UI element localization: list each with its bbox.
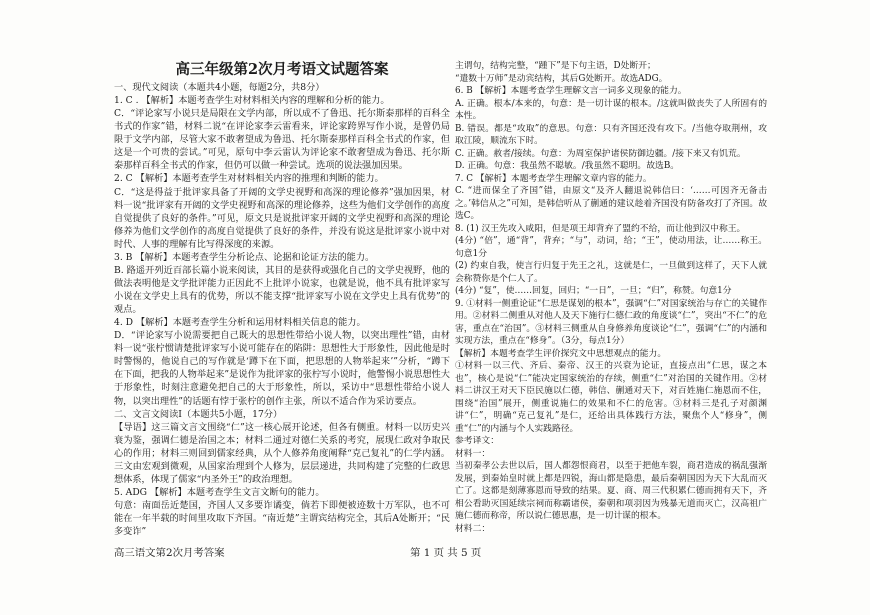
left-paragraph: 4. D 【解析】本题考查学生分析和运用材料相关信息的能力。 bbox=[114, 317, 366, 329]
left-paragraph: 2. C 【解析】本题考查学生对材料相关内容的推理和判断的能力。 bbox=[114, 173, 384, 185]
right-paragraph: (4分) “复”，使……回复，回归；“一日”，一旦；“归”，称赞。句意1分 bbox=[455, 286, 732, 296]
left-paragraph: 5. ADG 【解析】本题考查学生文言文断句的能力。 bbox=[114, 486, 325, 498]
left-paragraph: B. 路遥开列近百部长篇小说来阅读，其目的是获得或强化自己的文学史视野，他的做法表明他是文学批评能力正因此不上批评小说家，也就是说，他不具有批评家写小说在文学史上具有的优势，所以不能支撑“批评家写小说在文学史上具有优势”的观点。 bbox=[114, 264, 450, 316]
right-paragraph: ①材料一以三代、齐后、秦帝、汉王的兴衰为论证，直接点出“仁思，谋之本也”，核心是说“仁”能决定国家统治的存续，侧重“仁”对治国的关键作用。②材料二讲汉王对天下臣民施以仁德，韩信、蒯通对天下，对百姓施仁施恩而不住，围绕“治国”展开，侧重说施仁的效果和不仁的危害。③材料三是孔子对颜渊讲“仁”，明确“克己复礼”是仁，还给出具体践行方法，聚焦个人“修身”，侧重“仁”的内涵与个人实践路径。 bbox=[455, 361, 767, 434]
right-paragraph: 主谓句，结构完整，“踵下”是下句主语，D处断开； bbox=[455, 61, 656, 71]
page-number: 第 1 页 共 5 页 bbox=[410, 547, 482, 559]
right-paragraph: 9. ①材料一侧重论证“仁思是谋划的根本”，强调“仁”对国家统治与存亡的关键作用。②材料二侧重从对他人及天下施行仁德仁政的角度谈“仁”，突出“不仁”的危害，重点在“治国”。③材料三侧重从自身修养角度谈论“仁”，强调“仁”的内涵和实现方法，重点在“修身”。（3分，每点1分） bbox=[455, 298, 767, 346]
right-paragraph: (4分) “倍”，通“背”，背弃；“与”，动词，给；“王”，使动用法，让……称王。句意1分 bbox=[455, 236, 767, 259]
right-paragraph: 8. (1) 汉王先攻入咸阳，但是项王却背弃了盟约不给，而让他到汉中称王。 bbox=[455, 223, 746, 234]
right-paragraph: 材料二： bbox=[455, 523, 491, 534]
right-paragraph: C. “进而保全了齐国”错，由原文“及齐人翻退说韩信曰：‘……可因齐无备击之。’韩信从之”可知，是韩信听从了蒯通的建议趁着齐国没有防备攻打了齐国。故选C。 bbox=[455, 186, 767, 221]
left-paragraph: 二、文言文阅读Ⅰ（本题共5小题，17分） bbox=[114, 408, 283, 420]
left-paragraph: 【导语】这三篇文言文围绕“仁”这一核心展开论述，但各有侧重。材料一以历史兴衰为鉴，强调仁德是治国之本；材料二通过对德仁关系的考究，展现仁政对争取民心的作用；材料三则回到儒家经典，从个人修养角度阐释“克己复礼”的仁学内涵。三文由宏观到微观，从国家治理到个人修为，层层递进，共同构建了完整的仁政思想体系，体现了儒家“内圣外王”的政治理想。 bbox=[114, 421, 450, 485]
right-paragraph: 7. C 【解析】本题考查学生理解文章内容的能力。 bbox=[455, 173, 652, 184]
footer-left: 高三语文第2次月考答案 bbox=[114, 547, 225, 559]
left-paragraph: 句意：南面岳近楚国，齐国人又多要诈谲变，倘若下即便被迹数十万军队，也不可能在一年半载的时间里攻取下齐国。“南近楚”主谓宾结构完全，其后A处断开；“民多变诈” bbox=[114, 500, 450, 538]
right-paragraph: A. 正确。根本/本来的，句意：是一切计谋的根本。/这就叫做丧失了人所固有的本性。 bbox=[455, 98, 767, 121]
document-title: 高三年级第2次月考语文试题答案 bbox=[175, 61, 389, 78]
right-paragraph: D. 正确。句意：我虽然不聪敏。/我虽然不聪明。故选B。 bbox=[455, 161, 680, 171]
right-paragraph: 当初秦孝公去世以后，国人都怨恨商君，以至于把他车裂，商君造成的祸乱强渐发展，到秦始皇时就上都是四锐，海山都是隐患，最后秦朝国因为天下大乱而灭亡了。这都是刻薄寡恩而导致的结果。夏、商、周三代积累仁德而拥有天下，齐相公看助灭国延续宗祠而称霸诸侯，秦朝和项羽因为残暴无道而灭亡，汉高祖广施仁德而称帝，所以说仁德思惠，是一切计谋的根本。 bbox=[455, 461, 767, 521]
right-paragraph: 6. B 【解析】本题考查学生理解文言一词多义现象的能力。 bbox=[455, 86, 687, 96]
right-paragraph: 材料一： bbox=[455, 448, 491, 459]
right-paragraph: 参考译文： bbox=[455, 436, 499, 446]
left-paragraph: 3. B 【解析】本题考查学生分析论点、论据和论证方法的能力。 bbox=[114, 251, 375, 263]
right-paragraph: “遣数十万师”是动宾结构，其后G处断开。故选ADG。 bbox=[455, 73, 668, 84]
right-paragraph: B. 错误。都是“攻取”的意思。句意：只有齐国还没有攻下。/当他夺取荆州，攻取江陵，顺流东下时。 bbox=[455, 123, 767, 146]
right-paragraph: (2) 约束自我，使言行归复于先王之礼，这就是仁，一旦做到这样了，天下人就会称赞你是个仁人了。 bbox=[455, 261, 767, 284]
right-paragraph: C. 正确。赦者/接续。句意：为周室保护诸侯防御边疆。/接下来又有饥荒。 bbox=[455, 148, 746, 159]
left-paragraph: 1. C . 【解析】本题考查学生对材料相关内容的理解和分析的能力。 bbox=[114, 95, 390, 107]
right-paragraph: 【解析】本题考查学生评价探究文中思想观点的能力。 bbox=[455, 348, 667, 359]
left-paragraph: D．“评论家写小说需要把自己既大的思想性带给小说人物，以突出理性”错，由材料一说“张柠惯请楚批评家写小说可能存在的陷阱：思想性大于形象性，因此他是时时警惕的，他说自己的写作就是‘蹲下在下面，把思想的人物举起来’”分析，“蹲下在下面，把我的人物举起来”是说作为批评家的张柠写小说时，他警惕小说思想性大于形象性，时刻注意避免把自己的大于形象性，所以，采访中“思想性带给小说人物，以突出理性”的话题有悖于张柠的创作主张，所以不适合作为采访要点。 bbox=[114, 330, 450, 407]
left-paragraph: 一、现代文阅读（本题共4小题，每题2分，共8分） bbox=[114, 82, 325, 93]
left-paragraph: C．“这是得益于批评家具备了开阔的文学史视野和高深的理论修养”强加因果，材料一说“批评家有开阔的文学史视野和高深的理论修养，这些为他们文学创作的高度自觉提供了良好的条件。”可见，原文只是说批评家开阔的文学史视野和高深的理论修养为他们文学创作的高度自觉提供了良好的条件，并没有说这是批评家小说中对时代、人事的理解有比写得深度的来源。 bbox=[114, 186, 450, 250]
left-paragraph: C．“评论家写小说只是局限在文学内部，所以成不了鲁迅、托尔斯泰那样的百科全书式的作家”错，材料二说“在评论家李云雷看来，评论家跨界写作小说，是曾仍局限于文学内部，尽管大家不敢奢望成为鲁迅、托尔斯泰那样百科全书式的作家，但这是一个可贵的尝试。”可见，原句中李云雷认为评论家不敢奢望成为鲁迅、托尔斯泰那样百科全书式的作家，但仍可以做一种尝试。选项的说法强加因果。 bbox=[114, 108, 450, 172]
right-column bbox=[455, 60, 767, 535]
